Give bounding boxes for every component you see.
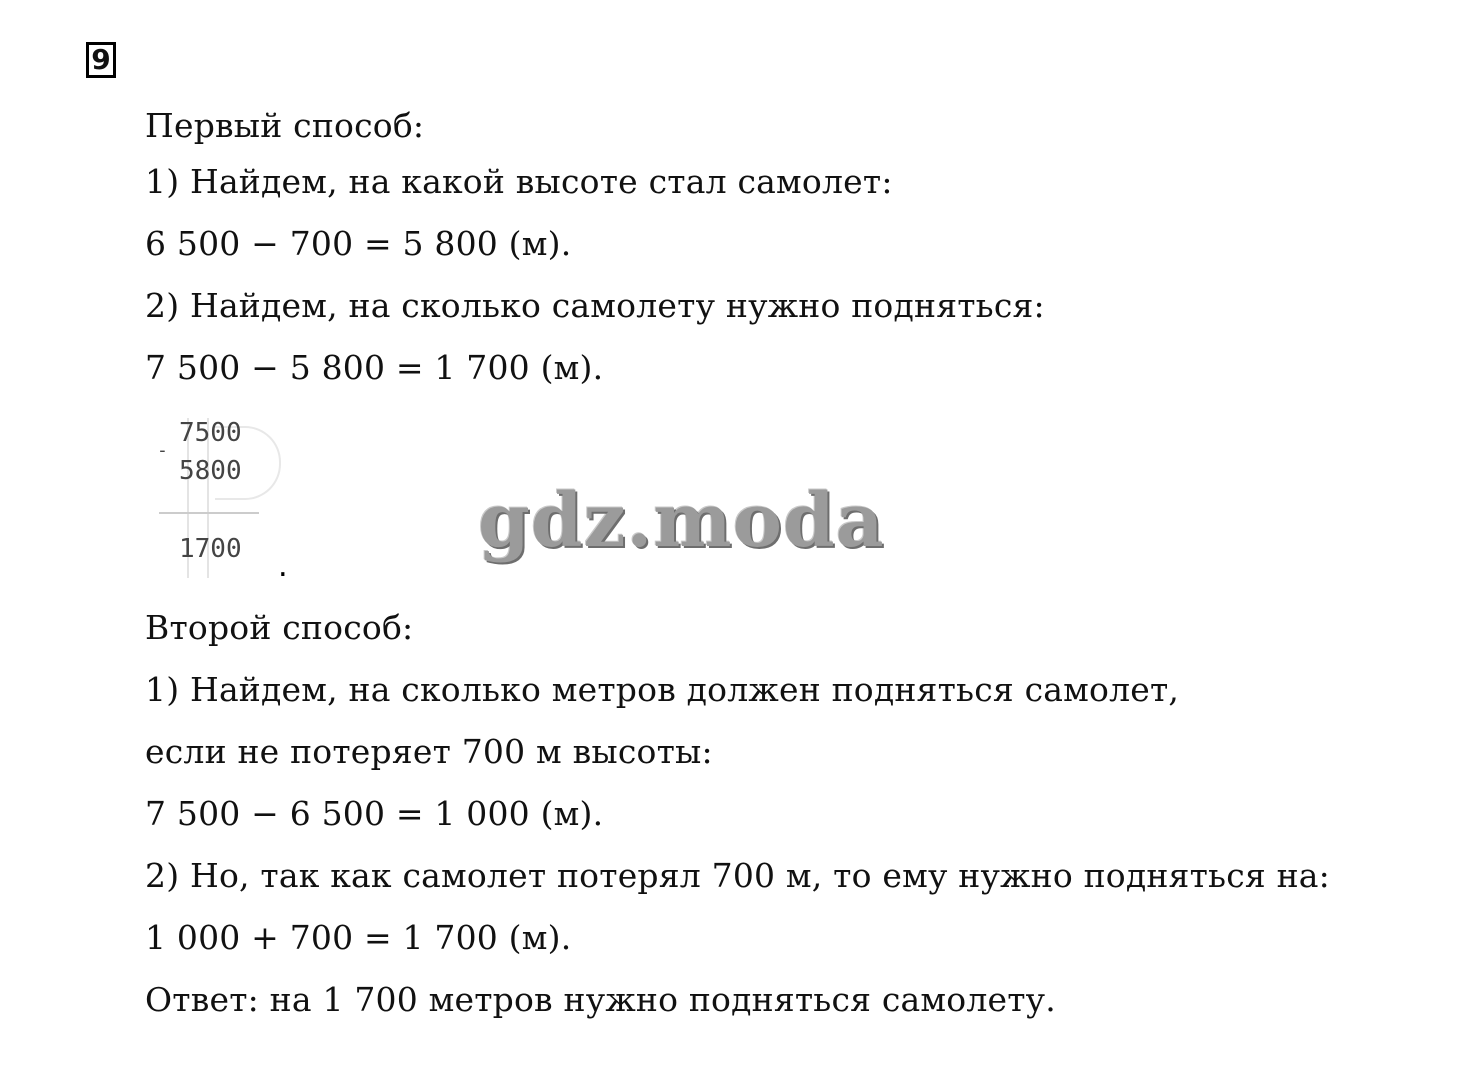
column-subtraction bbox=[155, 418, 295, 588]
method1-step2-expression: 7 500 − 5 800 = 1 700 (м). bbox=[145, 348, 604, 387]
method1-step1-expression: 6 500 − 700 = 5 800 (м). bbox=[145, 224, 572, 263]
column-result: 1700 bbox=[179, 534, 242, 564]
watermark: gdz.moda bbox=[478, 478, 885, 564]
method1-step2-text: 2) Найдем, на сколько самолету нужно подняться: bbox=[145, 286, 1045, 325]
method2-step2-expression: 1 000 + 700 = 1 700 (м). bbox=[145, 918, 572, 957]
task-number-badge: 9 bbox=[86, 42, 116, 78]
method1-heading: Первый способ: bbox=[145, 106, 425, 145]
answer-line: Ответ: на 1 700 метров нужно подняться самолету. bbox=[145, 980, 1056, 1019]
method2-step2-text: 2) Но, так как самолет потерял 700 м, то ему нужно подняться на: bbox=[145, 856, 1330, 895]
column-subtrahend: 5800 bbox=[179, 456, 242, 486]
method1-step1-text: 1) Найдем, на какой высоте стал самолет: bbox=[145, 162, 893, 201]
column-minuend: 7500 bbox=[179, 418, 242, 448]
method2-heading: Второй способ: bbox=[145, 608, 414, 647]
method2-step1-text-a: 1) Найдем, на сколько метров должен подняться самолет, bbox=[145, 670, 1180, 709]
column-minus-sign: - bbox=[157, 440, 168, 461]
column-end-dot: . bbox=[275, 553, 291, 583]
column-rule bbox=[159, 512, 259, 514]
method2-step1-text-b: если не потеряет 700 м высоты: bbox=[145, 732, 713, 771]
method2-step1-expression: 7 500 − 6 500 = 1 000 (м). bbox=[145, 794, 604, 833]
